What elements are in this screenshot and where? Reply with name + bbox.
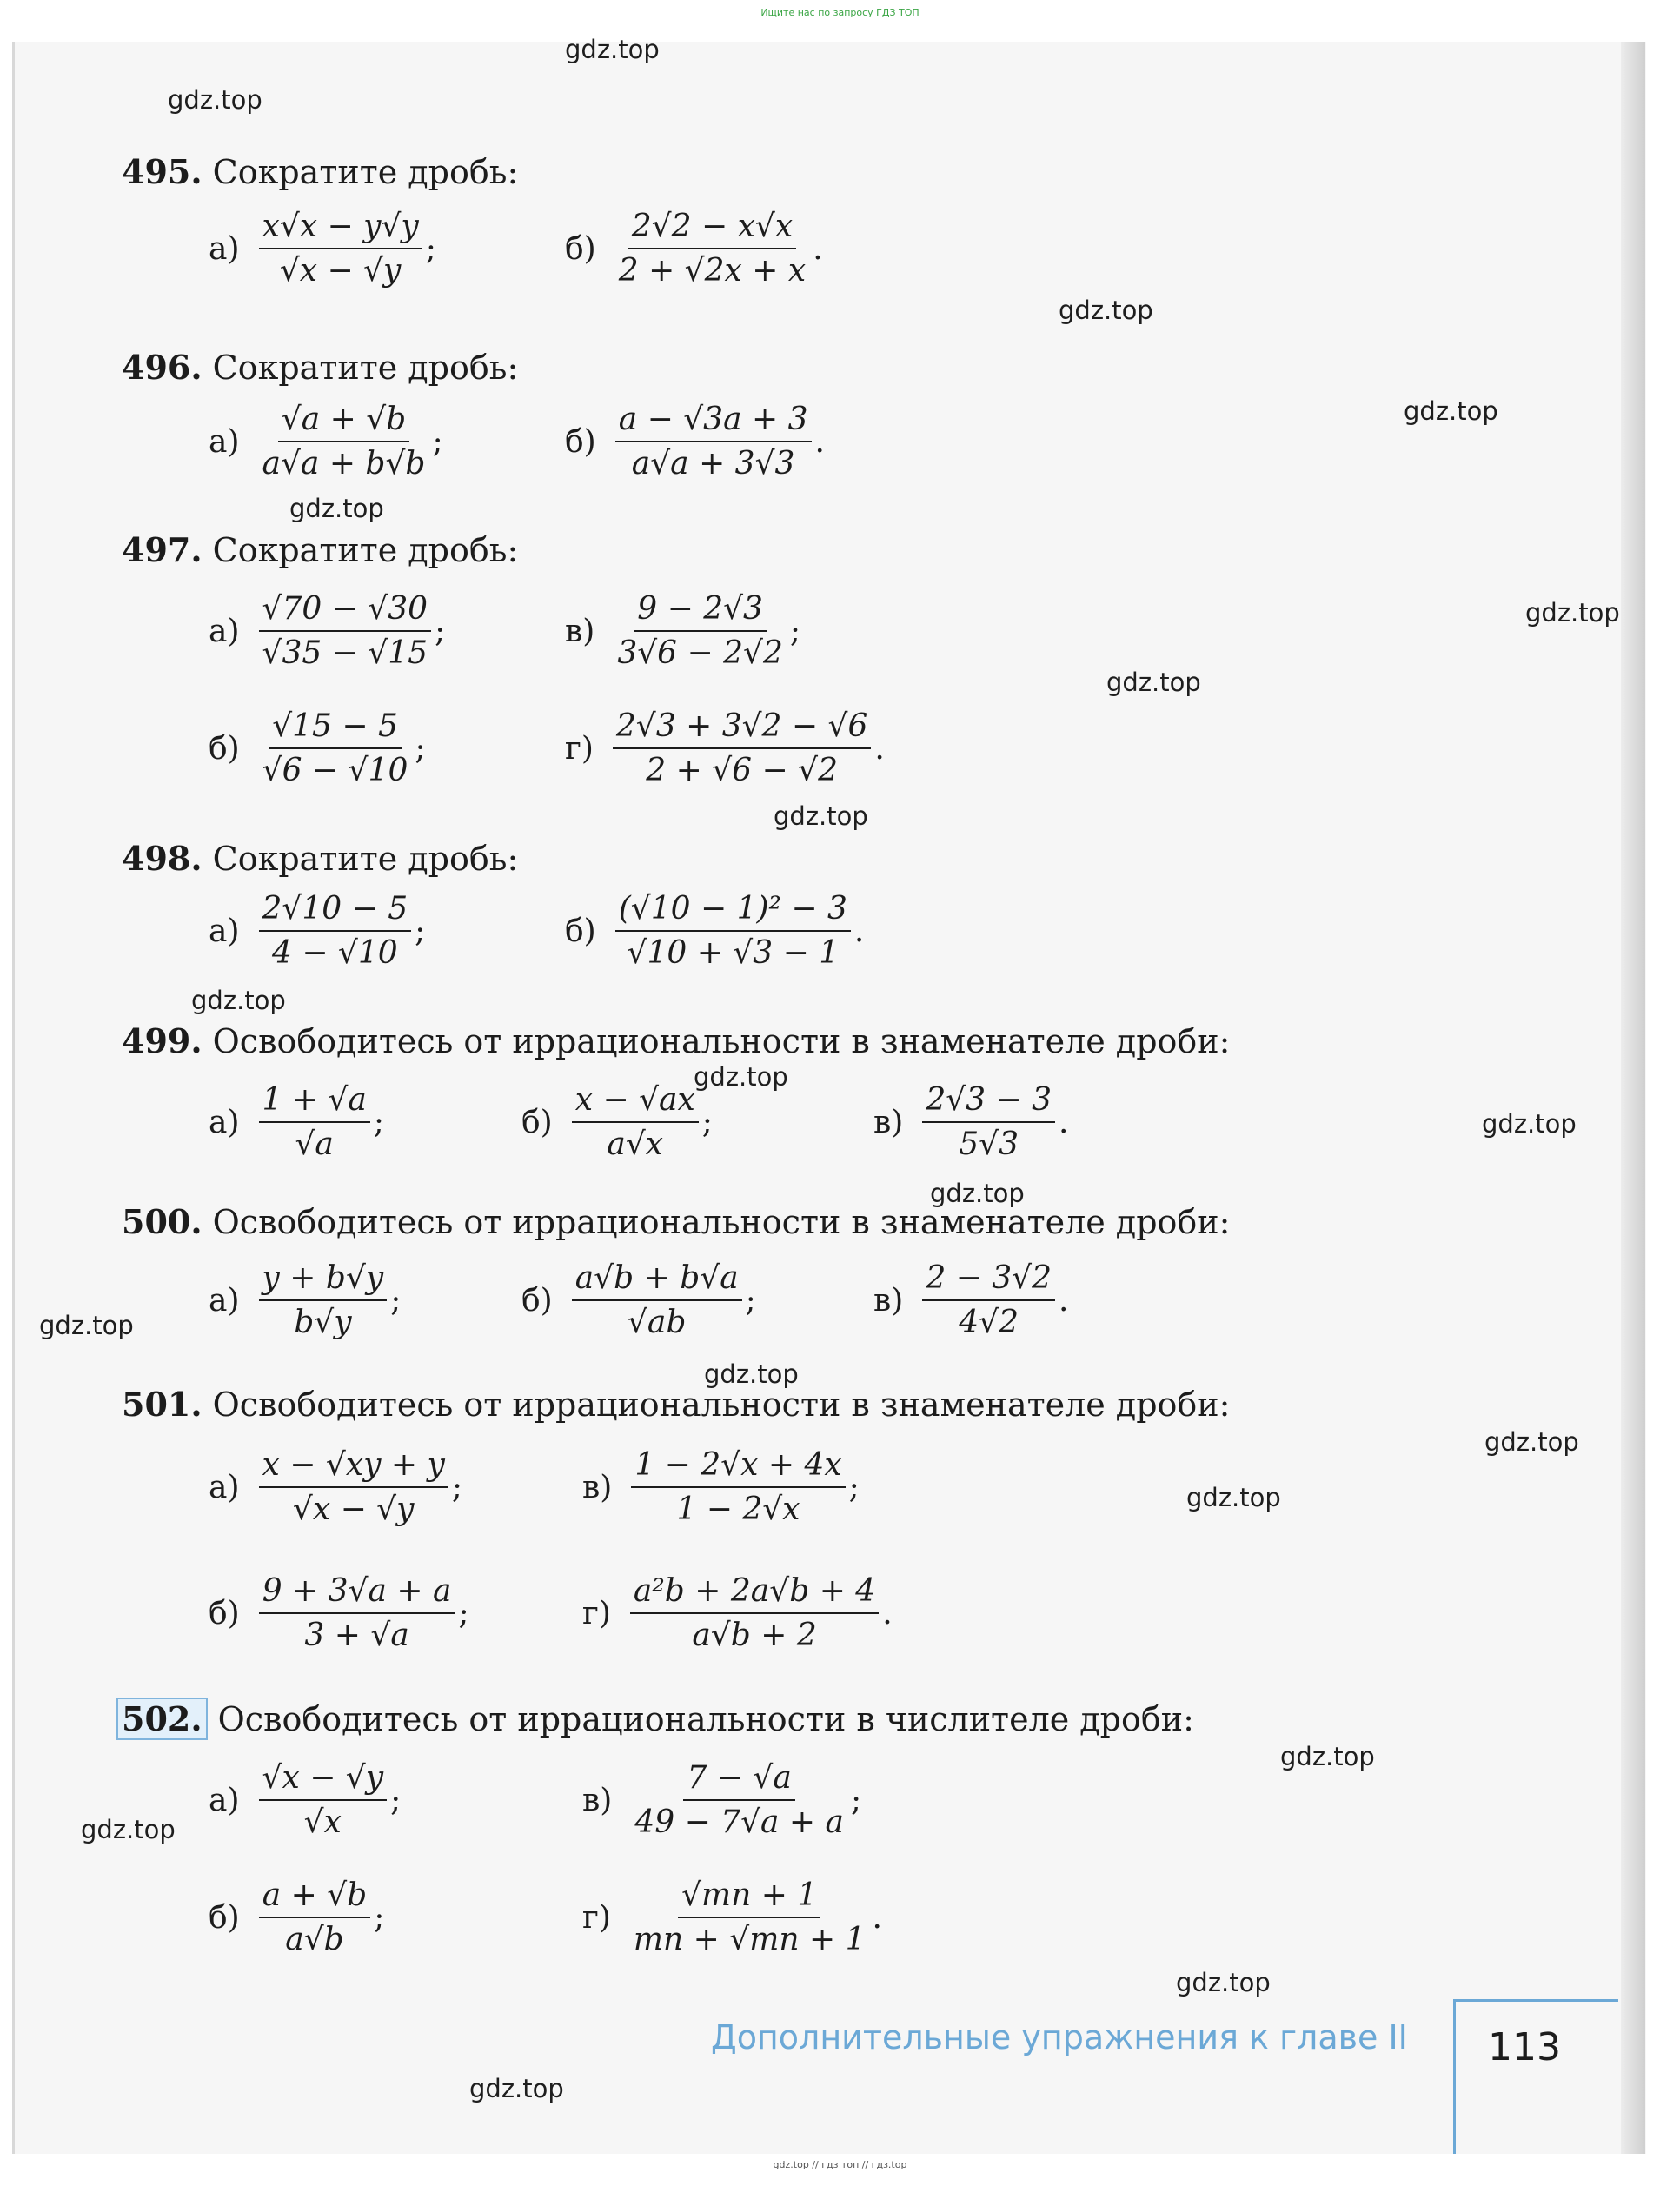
exercise-495-item-a: а) $\frac{x√x - y√y}{√x - √y}$ ; — [209, 209, 436, 289]
fraction: $\frac{1 - 2√x + 4x}{1 - 2√x}$ — [631, 1447, 845, 1527]
exercise-501-item-a: а) $\frac{x - √xy + y}{√x - √y}$ ; — [209, 1447, 462, 1527]
watermark: gdz.top — [1176, 1968, 1271, 1997]
fraction: $\frac{2 - 3√2}{4√2}$ — [922, 1260, 1055, 1340]
watermark: gdz.top — [1280, 1742, 1375, 1771]
fraction: $\frac{7 - √a}{49 - 7√a + a}$ — [634, 1760, 844, 1840]
fraction: $\frac{a√b + b√a}{√ab}$ — [572, 1260, 742, 1340]
watermark: gdz.top — [1106, 668, 1201, 697]
fraction: $\frac{√x - √y}{√x}$ — [259, 1760, 388, 1840]
fraction: $\frac{2√2 - x√x}{2 + √2x + x}$ — [618, 209, 807, 289]
watermark: gdz.top — [81, 1815, 176, 1844]
exercise-497-item-a: а) $\frac{√70 - √30}{√35 - √15}$ ; — [209, 591, 446, 671]
exercise-500-item-v: в) $\frac{2 - 3√2}{4√2}$ . — [873, 1260, 1069, 1340]
exercise-496-item-a: а) $\frac{√a + √b}{a√a + b√b}$ ; — [209, 402, 443, 482]
watermark: gdz.top — [565, 35, 660, 64]
exercise-497-item-b: б) $\frac{√15 - 5}{√6 - √10}$ ; — [209, 708, 426, 788]
fraction: $\frac{2√3 + 3√2 - √6}{2 + √6 - √2}$ — [613, 708, 871, 788]
exercise-495-item-b: б) $\frac{2√2 - x√x}{2 + √2x + x}$ . — [565, 209, 823, 289]
fraction: $\frac{9 + 3√a + a}{3 + √a}$ — [259, 1573, 455, 1653]
fraction: $\frac{√15 - 5}{√6 - √10}$ — [262, 708, 408, 788]
watermark: gdz.top — [39, 1311, 134, 1340]
watermark: gdz.top — [694, 1062, 788, 1092]
page-edge-shadow — [1621, 42, 1645, 2154]
fraction: $\frac{\text{a²b + 2a√b + 4}}{a√b + 2}$ — [630, 1573, 879, 1653]
fraction: $\frac{9 - 2√3}{3√6 - 2√2}$ — [617, 591, 783, 671]
watermark: gdz.top — [469, 2074, 564, 2103]
exercise-496-item-b: б) $\frac{a - √3a + 3}{a√a + 3√3}$ . — [565, 402, 825, 482]
fraction: $\frac{a - √3a + 3}{a√a + 3√3}$ — [615, 402, 812, 482]
exercise-497-item-g: г) $\frac{2√3 + 3√2 - √6}{2 + √6 - √2}$ . — [565, 708, 885, 788]
fraction: $\frac{x - √ax}{a√x}$ — [572, 1082, 699, 1162]
page-number: 113 — [1488, 2025, 1561, 2070]
fraction: $\frac{2√3 - 3}{5√3}$ — [922, 1082, 1055, 1162]
fraction: $\frac{√a + √b}{a√a + b√b}$ — [262, 402, 426, 482]
watermark: gdz.top — [930, 1179, 1025, 1208]
exercise-501-item-b: б) $\frac{9 + 3√a + a}{3 + √a}$ ; — [209, 1573, 469, 1653]
exercise-500-item-b: б) $\frac{a√b + b√a}{√ab}$ ; — [521, 1260, 756, 1340]
watermark: gdz.top — [1482, 1109, 1577, 1139]
fraction: $\frac{x - √xy + y}{√x - √y}$ — [259, 1447, 448, 1527]
exercise-499-item-v: в) $\frac{2√3 - 3}{5√3}$ . — [873, 1082, 1069, 1162]
exercise-498-heading: 498. Сократите дробь: — [122, 839, 519, 878]
bottom-note: gdz.top // гдз топ // гдз.top — [773, 2159, 907, 2170]
exercise-499-heading: 499. Освободитесь от иррациональности в знаменателе дроби: — [122, 1021, 1231, 1060]
fraction: $\frac{y + b√y}{b√y}$ — [259, 1260, 388, 1340]
exercise-501-heading: 501. Освободитесь от иррациональности в знаменателе дроби: — [122, 1385, 1231, 1424]
exercise-498-item-a: а) $\frac{2√10 - 5}{4 - √10}$ ; — [209, 891, 426, 971]
exercise-497-item-v: в) $\frac{9 - 2√3}{3√6 - 2√2}$ ; — [565, 591, 800, 671]
exercise-500-heading: 500. Освободитесь от иррациональности в знаменателе дроби: — [122, 1202, 1231, 1241]
watermark: gdz.top — [1059, 296, 1153, 325]
exercise-499-item-b: б) $\frac{x - √ax}{a√x}$ ; — [521, 1082, 713, 1162]
exercise-502-heading: 502. Освободитесь от иррациональности в числителе дроби: — [122, 1699, 1194, 1738]
exercise-500-item-a: а) $\frac{y + b√y}{b√y}$ ; — [209, 1260, 402, 1340]
watermark: gdz.top — [168, 85, 262, 115]
footer-divider — [1453, 1999, 1456, 2154]
watermark: gdz.top — [1186, 1483, 1281, 1512]
exercise-495-heading: 495. Сократите дробь: — [122, 152, 519, 191]
fraction: $\frac{√mn + 1}{mn + √mn + 1}$ — [633, 1877, 866, 1957]
footer-divider-top — [1453, 1999, 1618, 2002]
fraction: $\frac{2√10 - 5}{4 - √10}$ — [259, 891, 412, 971]
fraction: $\frac{1 + √a}{√a}$ — [259, 1082, 370, 1162]
fraction: $\frac{√70 - √30}{√35 - √15}$ — [259, 591, 432, 671]
exercise-497-heading: 497. Сократите дробь: — [122, 530, 519, 569]
top-note: Ищите нас по запросу ГДЗ ТОП — [760, 7, 920, 18]
exercise-502-item-g: г) $\frac{√mn + 1}{mn + √mn + 1}$ . — [582, 1877, 882, 1957]
watermark: gdz.top — [191, 986, 286, 1015]
watermark: gdz.top — [289, 494, 384, 523]
exercise-498-item-b: б) $\frac{\text{(√10 − 1)² − 3}}{√10 + √3 - 1}$ . — [565, 891, 865, 971]
exercise-502-item-v: в) $\frac{7 - √a}{49 - 7√a + a}$ ; — [582, 1760, 862, 1840]
exercise-496-heading: 496. Сократите дробь: — [122, 348, 519, 387]
fraction: $\frac{a + √b}{a√b}$ — [259, 1877, 371, 1957]
watermark: gdz.top — [1484, 1427, 1579, 1457]
chapter-footer-title: Дополнительные упражнения к главе II — [711, 2018, 1408, 2056]
fraction: $\frac{\text{(√10 − 1)² − 3}}{√10 + √3 - 1}$ — [615, 891, 851, 971]
exercise-501-item-v: в) $\frac{1 - 2√x + 4x}{1 - 2√x}$ ; — [582, 1447, 860, 1527]
exercise-502-item-b: б) $\frac{a + √b}{a√b}$ ; — [209, 1877, 385, 1957]
watermark: gdz.top — [1525, 598, 1620, 628]
exercise-501-item-g: г) $\frac{\text{a²b + 2a√b + 4}}{a√b + 2}$ . — [582, 1573, 893, 1653]
fraction: $\frac{x√x - y√y}{√x - √y}$ — [259, 209, 422, 289]
watermark: gdz.top — [704, 1359, 799, 1389]
watermark: gdz.top — [774, 801, 868, 831]
exercise-502-item-a: а) $\frac{√x - √y}{√x}$ ; — [209, 1760, 402, 1840]
exercise-499-item-a: а) $\frac{1 + √a}{√a}$ ; — [209, 1082, 385, 1162]
watermark: gdz.top — [1404, 396, 1498, 426]
